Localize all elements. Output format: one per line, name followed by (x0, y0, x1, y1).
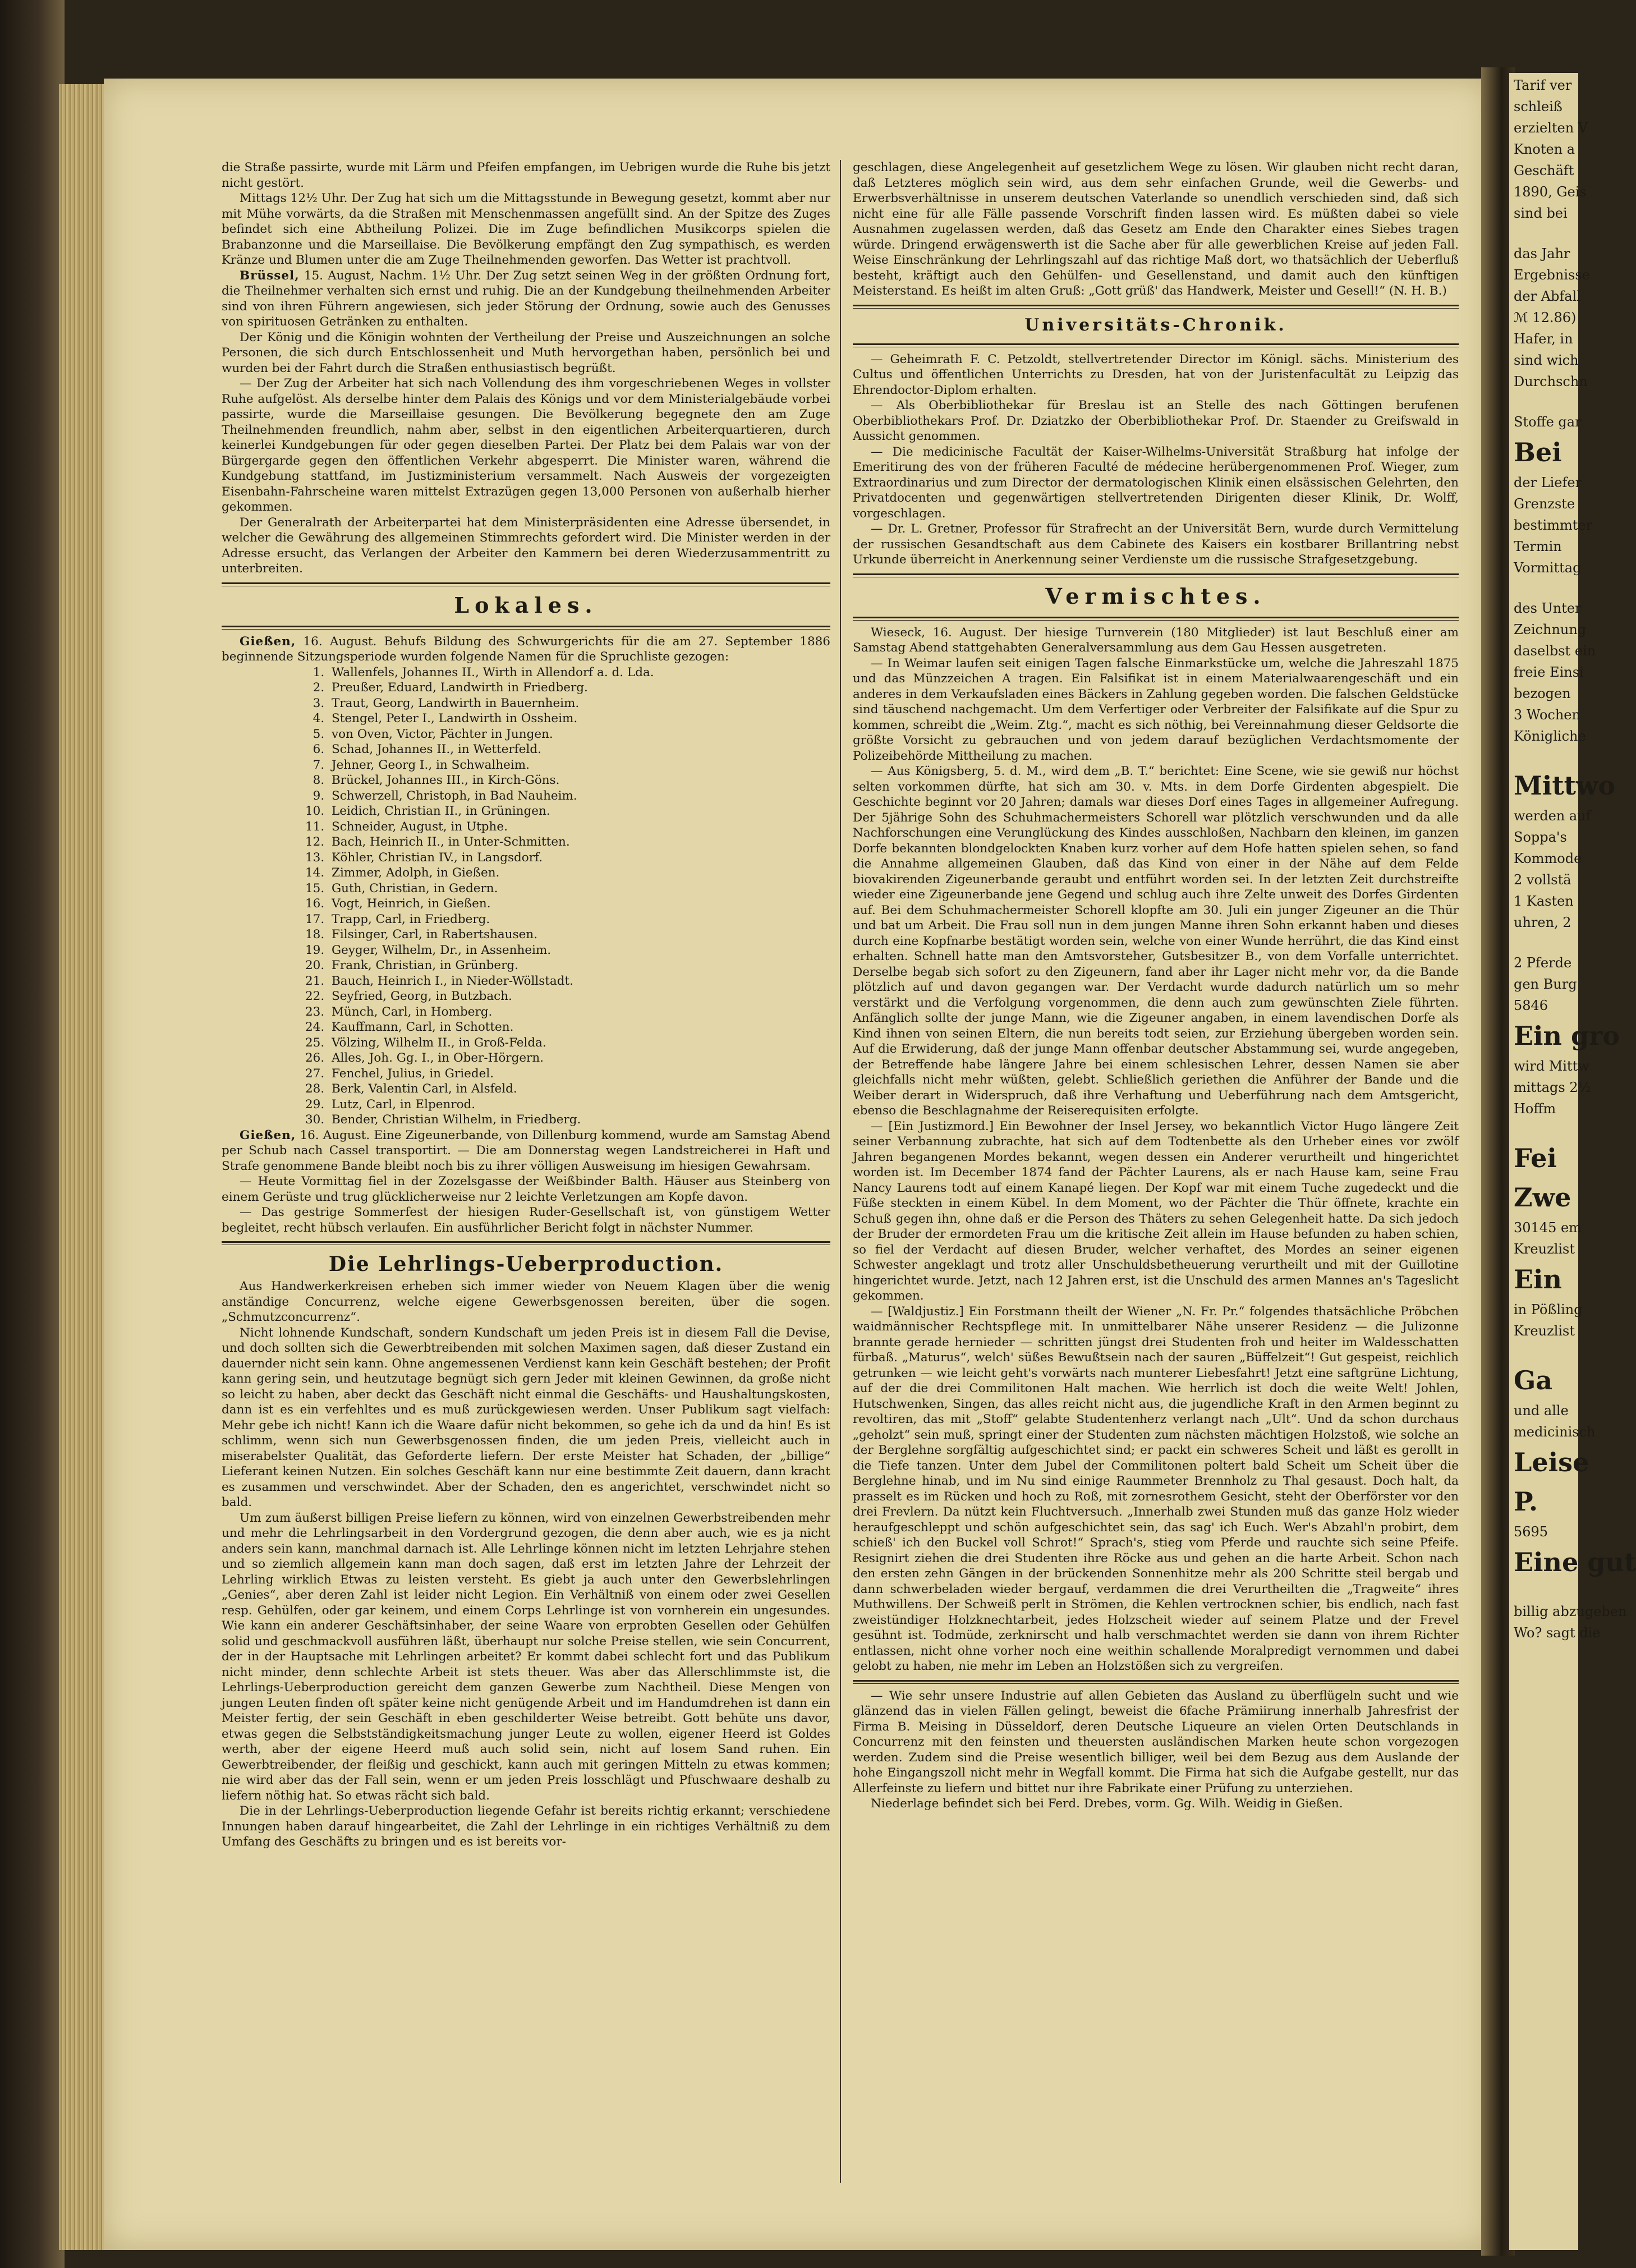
fragment-line: 5846 (1514, 998, 1548, 1013)
dateline-text: 16. August. Behufs Bildung des Schwurgerichts für die am 27. September 1886 beginnende Sitzungsperiode wurden folgende Namen für die Spruchliste gezogen: (222, 634, 830, 664)
paragraph: Um zum äußerst billigen Preise liefern zu können, wird von einzelnen Gewerbstreibenden mehr und mehr die Lehrlingsarbeit in den Vordergrund gezogen, die denn aber auch, wie es ja nicht anders sein kann, manchmal darnach ist. Alle Lehrlinge können nicht im letzten Lehrjahre stehen und so ziemlich allgemein kann man doch sagen, daß erst im letzten Jahre der Lehrzeit der Lehrling wirklich Etwas zu leisten versteht. Es giebt ja auch unter den Gewerbslehrlingen „Genies“, aber deren Zahl ist leider nicht Legion. Ein Verhältniß von einem oder zwei Gesellen resp. Gehülfen, oder gar keinem, und einem Corps Lehrlinge ist von vornherein ein ungesundes. Wie kann ein anderer Geschäftsinhaber, der seine Waare von erprobten Gesellen oder Gehülfen solid und geschmackvoll ausführen läßt, überhaupt nur solche Preise stellen, wie sein Concurrent, der in der Hauptsache mit Lehrlingen arbeitet? Er kommt dabei schlecht fort und das Publikum nicht minder, denn schlechte Arbeit ist stets theuer. Was aber das Allerschlimmste ist, die Lehrlings-Ueberproduction gereicht dem ganzen Gewerbe zum Nachtheil. Diese Mengen von jungen Leuten finden oft später keine nicht genügende Arbeit und im Handumdrehen ist dann ein Meister fertig, der sein Geschäft in eben geschilderter Weise betreibt. Gott behüte uns davor, etwas gegen die Selbstständigkeitsmachung junger Leute zu wollen, eigener Heerd ist Goldes werth, aber der eigene Heerd muß auch solid sein, nicht auf losem Sand ruhen. Ein Gewerbtreibender, der fleißig und geschickt, kann auch mit geringen Mitteln zu etwas kommen; nie wird aber das der Fall sein, wenn er um jeden Preis losschlägt und Pfuschwaare deshalb zu liefern nöthig hat. So etwas rächt sich bald. (222, 1511, 830, 1803)
fragment-line: werden auf (1514, 808, 1591, 824)
fragment-line: gen Burg (1514, 976, 1577, 992)
section-rule (853, 343, 1459, 347)
juror-item: 8. Brückel, Johannes III., in Kirch-Göns. (328, 773, 830, 788)
fragment-line: 1890, Geis (1514, 184, 1587, 200)
fragment-line: erzielten V (1514, 120, 1588, 136)
fragment-line: Ein gro (1514, 1021, 1620, 1051)
fragment-line: bezogen (1514, 686, 1571, 701)
fragment-line: Durchschn (1514, 374, 1588, 389)
juror-item: 4. Stengel, Peter I., Landwirth in Ossheim. (328, 711, 830, 727)
fragment-line: 5695 (1514, 1524, 1548, 1540)
paragraph: Niederlage befindet sich bei Ferd. Drebes, vorm. Gg. Wilh. Weidig in Gießen. (871, 1797, 1343, 1811)
fragment-line: Ein (1514, 1264, 1562, 1294)
juror-item: 24. Kauffmann, Carl, in Schotten. (328, 1020, 830, 1035)
fragment-line: in Pößling (1514, 1302, 1583, 1317)
fragment-line: des Unter (1514, 600, 1582, 616)
paragraph: Nicht lohnende Kundschaft, sondern Kundschaft um jeden Preis ist in diesem Fall die Devise, und doch sollten sich die Gewerbtreibenden mit solchen Maximen sagen, daß dieser Zustand ein dauernder nicht sein kann. Ohne angemessenen Verdienst kann kein Geschäft bestehen; der Profit kann gering sein, und heutzutage begnügt sich gern Jeder mit kleinen Gewinnen, da große nicht so leicht zu haben, aber deckt das Geschäft nicht einmal die Geschäfts- und Haushaltungskosten, dann ist es ein verfehltes und es muß zurückgewiesen werden. Unser Publikum sagt vielfach: Mehr gebe ich nicht! Kann ich die Waare dafür nicht bekommen, so gehe ich da und da hin! Es ist schlimm, wenn sich nun Gewerbsgenossen finden, die um jeden Preis, vielleicht auch in miserabelster Qualität, das Geforderte liefern. Der erste Meister hat Schaden, der „billige“ Lieferant keinen Nutzen. Ein solches Geschäft kann nur eine bestimmte Zeit dauern, dann kracht es zusammen und verschwindet. Aber der Schaden, den es angerichtet, verschwindet nicht so bald. (222, 1325, 830, 1509)
fragment-line: der Liefer (1514, 475, 1582, 490)
dateline-paragraph (222, 268, 830, 330)
dateline-place: Gießen, (240, 1128, 296, 1142)
section-rule (222, 1241, 830, 1245)
juror-item: 2. Preußer, Eduard, Landwirth in Friedberg. (328, 680, 830, 696)
fragment-line: 3 Wochen (1514, 707, 1580, 723)
fragment-line: Kommode (1514, 851, 1582, 866)
fragment-line: Eine gut (1514, 1547, 1636, 1577)
paragraph: Mittags 12½ Uhr. Der Zug hat sich um die Mittagsstunde in Bewegung gesetzt, kommt aber nur mit Mühe vorwärts, da die Straßen mit Menschenmassen angefüllt sind. An der Spitze des Zuges befindet sich eine Abtheilung Polizei. Die im Zuge befindlichen Musikcorps spielen die Brabanzonne und die Marseillaise. Die Bevölkerung empfängt den Zug sympathisch, es werden Kränze und Blumen unter die am Zuge Theilnehmenden geworfen. Das Wetter ist prachtvoll. (222, 191, 830, 267)
fragment-line: 2 Pferde (1514, 955, 1572, 971)
fragment-line: uhren, 2 (1514, 915, 1571, 930)
fragment-line: Soppa's (1514, 829, 1567, 845)
juror-list (222, 665, 830, 1128)
paragraph: — Aus Königsberg, 5. d. M., wird dem „B. T.“ berichtet: Eine Scene, wie sie gewiß nur höchst selten vorkommen dürfte, hat sich am 30. v. Mts. in dem Dorfe Girdenten abgespielt. Die Geschichte beginnt vor 20 Jahren; damals war dieses Dorf eines Tages in allgemeiner Aufregung. Der 5jährige Sohn des Schuhmachermeisters Schorell war plötzlich verschwunden und da alle Nachforschungen eine Verunglückung des Kindes ausschloßen, Nachbarn den kleinen, im ganzen Dorfe bekannten blondgelockten Knaben kurz vorher auf dem Hofe hatten spielen sehen, so fand die Annahme allgemeinen Glauben, daß das Kind von einer in der Nähe auf dem Felde biovakirenden Zigeunerbande geraubt und entführt worden sei. In der letzten Zeit durchstreifte wieder eine Zigeunerbande jene Gegend und schlug auch ihre Zelte unweit des Dorfes Girdenten auf. Bei dem Schuhmachermeister Schorell klopfte am 30. Juli ein junger Zigeuner an die Thür und bat um Arbeit. Die Frau soll nun in dem jungen Manne ihren Sohn erkannt haben und dieses durch eine Kopfnarbe bestätigt worden sein, welche von einer Wunde herrührt, die das Kind einst erhalten. Schnell hatte man den Amtsvorsteher, Gutsbesitzer B., von dem Vorfalle unterrichtet. Derselbe begab sich sofort zu den Zigeunern, fand aber ihr Lager nicht mehr vor, da die Bande plötzlich auf und davon gegangen war. Der Verdacht wurde dadurch natürlich um so mehr verstärkt und die Verfolgung vorgenommen, die denn auch zum gewünschten Ziele führten. Anfänglich sollte der junge Mann, wie die Zigeuner angaben, in einem lavendischen Dorfe als Kind ihnen von seinen Eltern, die nun bereits todt seien, zur Erziehung übergeben worden sein. Auf die Erwiderung, daß der junge Mann offenbar deutscher Abstammung sei, wurde angegeben, der Betreffende habe längere Jahre bei einem schlesischen Lehrer, dessen Namen sie aber gleichfalls nicht mehr wüßten, gelebt. Schließlich geriethen die Anführer der Bande und die Weiber derart in Widerspruch, daß ihre Verhaftung und Ueberführung nach dem Amtsgericht, ebenso die Beschlagnahme der Reiserequisiten erfolgte. (853, 764, 1459, 1118)
paragraph: — Die medicinische Facultät der Kaiser-Wilhelms-Universität Straßburg hat infolge der Emeritirung des von der früheren Faculté de médecine herübergenommenen Prof. Wieger, zum Extraordinarius und zum Director der dermatologischen Klinik einen elsässischen Gelehrten, den Privatdocenten und gegenwärtigen stellvertretenden Dirigenten dieser Klinik, Dr. Wolff, vorgeschlagen. (853, 444, 1459, 521)
dateline-place: Gießen, (240, 634, 296, 649)
fragment-line: Leise (1514, 1447, 1589, 1477)
fragment-line: Königliche (1514, 728, 1586, 744)
fragment-line: Vormittag (1514, 560, 1582, 576)
juror-item: 28. Berk, Valentin Carl, in Alsfeld. (328, 1081, 830, 1097)
juror-item: 1. Wallenfels, Johannes II., Wirth in Allendorf a. d. Lda. (328, 665, 830, 681)
fragment-line: Bei (1514, 437, 1562, 467)
juror-item: 20. Frank, Christian, in Grünberg. (328, 958, 830, 974)
fragment-line: medicinisch (1514, 1424, 1596, 1440)
fragment-line: und alle (1514, 1403, 1569, 1418)
adjacent-page-text (1509, 76, 1636, 1642)
paragraph: Die in der Lehrlings-Ueberproduction liegende Gefahr ist bereits richtig erkannt; verschiedene Innungen haben darauf hingearbeitet, die Zahl der Lehrlinge in ein richtiges Verhältniß zu dem Umfang des Geschäfts zu bringen und es ist bereits vor- (222, 1804, 830, 1849)
section-title-universitaets-chronik: Universitäts-Chronik. (1024, 315, 1287, 335)
juror-item: 19. Geyger, Wilhelm, Dr., in Assenheim. (328, 943, 830, 958)
paragraph: — Heute Vormittag fiel in der Zozelsgasse der Weißbinder Balth. Häuser aus Steinberg von einem Gerüste und trug glücklicherweise nur 2 leichte Verletzungen am Kopfe davon. (222, 1174, 830, 1204)
dateline-text: 15. August, Nachm. 1½ Uhr. Der Zug setzt seinen Weg in der größten Ordnung fort, die Theilnehmer verhalten sich ernst und ruhig. Die an der Kundgebung theilnehmenden Arbeiter sind von ihren Führern angewiesen, sich jeder Störung der Ordnung, sowie auch des Genusses von spirituosen Getränken zu enthalten. (222, 268, 830, 329)
juror-item: 30. Bender, Christian Wilhelm, in Friedberg. (328, 1112, 830, 1128)
paragraph: — [Ein Justizmord.] Ein Bewohner der Insel Jersey, wo bekanntlich Victor Hugo längere Zeit seiner Verbannung zubrachte, hat sich auf dem Todtenbette als den Urheber eines vor zwölf Jahren begangenen Mordes bekannt, wegen dessen ein Anderer verurtheilt und hingerichtet worden ist. Im December 1874 fand der Pächter Laurens, als er nach Hause kam, seine Frau Nancy Laurens todt auf einem Kanapé liegen. Der Kopf war mit einem Tuche zugedeckt und die Füße steckten in einem Kübel. In dem Moment, wo der Pächter die Thür öffnete, krachte ein Schuß gegen ihn, ohne daß er die Person des Thäters zu sehen Gelegenheit hatte. Da sich jedoch der Bruder der ermordeten Frau um die kritische Zeit allein im Hause befunden zu haben schien, so fiel der Verdacht auf diesen Bruder, welcher verhaftet, des Mordes an seiner eigenen Schwester angeklagt und trotz aller Unschuldsbetheuerung verurtheilt und mit der Guillotine hingerichtet wurde. Jetzt, nach 12 Jahren erst, ist die Unschuld des armen Mannes an's Tageslicht gekommen. (853, 1119, 1459, 1303)
column-divider (840, 160, 841, 2183)
section-title-vermischtes: Vermischtes. (1045, 583, 1266, 609)
fragment-line: Grenzste (1514, 496, 1575, 512)
section-rule (853, 1680, 1459, 1684)
fragment-line: freie Einsi (1514, 664, 1584, 680)
paragraph: — Als Oberbibliothekar für Breslau ist an Stelle des nach Göttingen berufenen Oberbibliothekars Prof. Dr. Dziatzko der Oberbibliothekar Prof. Dr. Staender zu Greifswald in Aussicht genommen. (853, 398, 1459, 443)
fragment-line: wird Mittw (1514, 1058, 1589, 1074)
paragraph: — Wie sehr unsere Industrie auf allen Gebieten das Ausland zu überflügeln sucht und wie glänzend das in vielen Fällen gelingt, beweist die 6fache Prämiirung innerhalb Jahresfrist der Firma B. Meising in Düsseldorf, deren Deutsche Liqueure an vielen Orten Deutschlands in Concurrenz mit den feinsten und theuersten ausländischen Marken heute schon vorgezogen werden. Zudem sind die Preise wesentlich billiger, weil bei dem Bezug aus dem Auslande der hohe Eingangszoll nicht mehr in Wegfall kommt. Die Firma hat sich die Aufgabe gestellt, nur das Allerfeinste zu liefern und bittet nur ihre Fabrikate einer Prüfung zu unterziehen. (853, 1688, 1459, 1796)
juror-item: 27. Fenchel, Julius, in Griedel. (328, 1066, 830, 1082)
paragraph: — Der Zug der Arbeiter hat sich nach Vollendung des ihm vorgeschriebenen Weges in vollster Ruhe aufgelöst. Als derselbe hinter dem Palais des Königs und vor dem Ministerialgebäude vorbei passirte, wurde die Marseillaise gesungen. Die Bevölkerung begegnete den am Zuge Theilnehmenden freundlich, nahm aber, selbst in den eigentlichen Arbeiterquartieren, durch keinerlei Kundgebungen für oder gegen dieselben Partei. Der Platz bei dem Palais war von der Bürgergarde gegen den öffentlichen Verkehr abgesperrt. Die Minister waren, während die Kundgebung stattfand, im Justizministerium versammelt. Nach Ausweis der vorgezeigten Eisenbahn-Fahrscheine waren mittelst Extrazügen gegen 13,000 Personen von außerhalb hierher gekommen. (222, 377, 830, 514)
juror-item: 21. Bauch, Heinrich I., in Nieder-Wöllstadt. (328, 974, 830, 989)
fragment-line: Wo? sagt die (1514, 1625, 1601, 1641)
juror-item: 16. Vogt, Heinrich, in Gießen. (328, 896, 830, 912)
fragment-line: Zwe (1514, 1182, 1571, 1213)
juror-item: 23. Münch, Carl, in Homberg. (328, 1004, 830, 1020)
fragment-line: ℳ 12.86) (1514, 310, 1577, 325)
juror-item: 6. Schad, Johannes II., in Wetterfeld. (328, 742, 830, 757)
juror-item: 13. Köhler, Christian IV., in Langsdorf. (328, 850, 830, 866)
fragment-line: Geschäft (1514, 163, 1574, 178)
fragment-line: der Abfall (1514, 288, 1581, 304)
paragraph: die Straße passirte, wurde mit Lärm und Pfeifen empfangen, im Uebrigen wurde die Ruhe bis jetzt nicht gestört. (222, 160, 830, 190)
scan-dark-edge (0, 0, 65, 2268)
dateline-text: 16. August. Eine Zigeunerbande, von Dillenburg kommend, wurde am Samstag Abend per Schub nach Cassel transportirt. — Die am Donnerstag wegen Landstreicherei in Haft und Strafe genommene Bande bleibt noch bis zu ihrer völligen Ausweisung im hiesigen Gewahrsam. (222, 1128, 830, 1173)
fragment-line: billig abzugeben (1514, 1604, 1627, 1619)
fragment-line: 30145 em (1514, 1220, 1582, 1236)
juror-item: 25. Völzing, Wilhelm II., in Groß-Felda. (328, 1035, 830, 1051)
fragment-line: Hafer, in (1514, 331, 1573, 347)
fragment-line: daselbst ein (1514, 643, 1596, 659)
fragment-line: 1 Kasten (1514, 893, 1574, 909)
paragraph: Aus Handwerkerkreisen erheben sich immer wieder von Neuem Klagen über die wenig anständige Concurrenz, welche eigene Gewerbsgenossen bereiten, über die sogen. „Schmutzconcurrenz“. (222, 1279, 830, 1324)
juror-item: 29. Lutz, Carl, in Elpenrod. (328, 1097, 830, 1113)
juror-item: 3. Traut, Georg, Landwirth in Bauernheim. (328, 696, 830, 711)
fragment-line: sind bei (1514, 205, 1568, 221)
fragment-line: Ergebnisse (1514, 267, 1590, 283)
paragraph: Der Generalrath der Arbeiterpartei hat dem Ministerpräsidenten eine Adresse übersendet, in welcher die Gewährung des allgemeinen Stimmrechts gefordert wird. Die Minister werden in der Adresse ersucht, das Verlangen der Arbeiter den Kammern bei deren Wiederzusammentritt zu unterbreiten. (222, 515, 830, 576)
fragment-line: schleiß (1514, 99, 1563, 114)
fragment-line: 2 vollstä (1514, 872, 1571, 888)
juror-item: 5. von Oven, Victor, Pächter in Jungen. (328, 727, 830, 742)
adjacent-page-fragment (1509, 73, 1636, 2250)
section-rule (853, 617, 1459, 621)
fragment-line: Hoffm (1514, 1101, 1556, 1117)
paragraph: geschlagen, diese Angelegenheit auf gesetzlichem Wege zu lösen. Wir glauben nicht recht daran, daß Letzteres möglich sein wird, aus dem sehr einfachen Grunde, weil die Gewerbs- und Erwerbsverhältnisse in unserem deutschen Vaterlande so unendlich verschieden sind, daß sich nicht eine für alle Fälle passende Vorschrift finden lassen wird. Es müßten dabei so viele Ausnahmen zugelassen werden, daß das Gesetz am Ende den Charakter eines Siebes tragen würde. Dringend erwägenswerth ist die Sache aber für alle gewerblichen Kreise auf jeden Fall. Weise Einschränkung der Lehrlingszahl auf das richtige Maß dort, wo thatsächlich der Ueberfluß besteht, kräftigt auch den Gehülfen- und Gesellenstand, und damit auch den künftigen Meisterstand. Es heißt im alten Gruß: „Gott grüß' das Handwerk, Meister und Gesell!“ (N. H. B.) (853, 160, 1459, 298)
dateline-place: Brüssel, (240, 268, 300, 283)
paragraph: — Dr. L. Gretner, Professor für Strafrecht an der Universität Bern, wurde durch Vermittelung der russischen Gesandtschaft aus dem Cabinete des Kaisers ein kostbarer Brillantring nebst Urkunde überreicht in Anerkennung seiner Verdienste um die russische Strafgesetzgebung. (853, 522, 1459, 567)
fragment-line: mittags 2½ (1514, 1080, 1591, 1095)
left-column (222, 160, 830, 1850)
paragraph: — [Waldjustiz.] Ein Forstmann theilt der Wiener „N. Fr. Pr.“ folgendes thatsächliche Pröbchen waidmännischer Rechtspflege mit. In unmittelbarer Nähe unserer Residenz — die Julizonne brannte gerade hernieder — schritten jüngst drei Studenten froh und heiter im Waldesschatten fürbaß. „Maturus“, welch' süßes Bewußtsein nach der sauren „Büffelzeit“! Gut gespeist, reichlich getrunken — wie leicht geht's vorwärts nach munterer Liebesfahrt! Jetzt eine saftgrüne Lichtung, auf der die drei Commilitonen Halt machen. Wie herrlich ist doch die weite Welt! Johlen, Hutschwenken, Singen, das alles reicht nicht aus, die jugendliche Kraft in den Armen beginnt zu revoltiren, das mit „Stoff“ gelabte Studentenherz verlangt nach „Ult“. Und da schon durchaus „geholzt“ sein muß, springt einer der Studenten zum nächsten mächtigen Holzstoß, wie solche an der Berglehne sorgfältig aufgeschichtet sind; er packt ein schweres Scheit und läßt es gerollt in die Tiefe tanzen. Unter dem Jubel der Commilitonen poltert bald Scheit um Scheit über die Berglehne hinab, und im Nu sind einige Raummeter Brennholz zu Thal gesaust. Doch halt, da prasselt es im Rücken und hoch zu Roß, mit zornesrothem Gesicht, steht der Oberförster vor den drei Frevlern. Da nützt kein Fluchtversuch. „Innerhalb zwei Stunden muß das ganze Holz wieder heraufgeschleppt und schön aufgeschichtet sein, das sag' ich Euch. Wer's Abzahl'n probirt, dem schieß' ich den Buckel voll Schrot!“ Sprach's, stieg vom Pferde und rauchte sich seine Pfeife. Resignirt ziehen die drei Studenten ihre Röcke aus und gehen an die harte Arbeit. Schon nach den ersten zehn Gängen in der brückenden Sonnenhitze mehr als 200 Schritte steil bergab und dann schwerbeladen wieder bergauf, verdammen die drei Verurtheilten die „Tragweite“ ihres Muthwillens. Der Schweiß perlt in Strömen, die Kehlen vertrocknen schier, bis endlich, nach fast zweistündiger Holzknechtarbeit, jedes Holzscheit wieder auf seinem Platze und der Frevel gesühnt ist. Todmüde, zerknirscht und halb verschmachtet werden sie dann von ihrem Richter entlassen, nicht ohne vorher noch eine weithin schallende Moralpredigt vernommen und dabei gelobt zu haben, nie mehr im Leben an Holzstößen sich zu vergreifen. (853, 1304, 1459, 1673)
juror-item: 14. Zimmer, Adolph, in Gießen. (328, 865, 830, 881)
fragment-line: Termin (1514, 539, 1562, 554)
book-page-edges (59, 84, 109, 2250)
fragment-line: Mittwo (1514, 770, 1616, 801)
juror-item: 15. Guth, Christian, in Gedern. (328, 881, 830, 897)
juror-item: 22. Seyfried, Georg, in Butzbach. (328, 989, 830, 1004)
fragment-line: sind wich (1514, 352, 1579, 368)
juror-item: 26. Alles, Joh. Gg. I., in Ober-Hörgern. (328, 1050, 830, 1066)
dateline-paragraph (222, 634, 830, 665)
fragment-line: Tarif ver (1514, 77, 1572, 93)
fragment-line: bestimmter (1514, 517, 1593, 533)
section-rule (222, 582, 830, 586)
fragment-line: Fei (1514, 1143, 1557, 1173)
fragment-line: Kreuzlist (1514, 1323, 1575, 1339)
right-column (853, 160, 1459, 1812)
fragment-line: Stoffe gar (1514, 414, 1582, 430)
paragraph: — Das gestrige Sommerfest der hiesigen Ruder-Gesellschaft ist, von günstigem Wetter begleitet, recht hübsch verlaufen. Ein ausführlicher Bericht folgt in nächster Nummer. (222, 1205, 830, 1235)
juror-item: 17. Trapp, Carl, in Friedberg. (328, 912, 830, 928)
fragment-line: Kreuzlist (1514, 1241, 1575, 1257)
juror-item: 7. Jehner, Georg I., in Schwalheim. (328, 757, 830, 773)
juror-item: 10. Leidich, Christian II., in Grüningen. (328, 804, 830, 819)
fragment-line: Ga (1514, 1365, 1553, 1395)
juror-item: 12. Bach, Heinrich II., in Unter-Schmitten. (328, 834, 830, 850)
juror-item: 11. Schneider, August, in Utphe. (328, 819, 830, 835)
section-rule (853, 573, 1459, 577)
section-title-lokales: Lokales. (454, 592, 598, 618)
fragment-line: P. (1514, 1486, 1538, 1517)
section-rule (222, 626, 830, 630)
fragment-line: das Jahr (1514, 246, 1570, 261)
paragraph: Der König und die Königin wohnten der Vertheilung der Preise und Auszeichnungen an solche Personen, die sich durch Entschlossenheit und Muth hervorgethan haben, persönlich bei und wurden bei der Fahrt durch die Straßen enthusiastisch begrüßt. (222, 330, 830, 375)
juror-item: 9. Schwerzell, Christoph, in Bad Nauheim. (328, 788, 830, 804)
fragment-line: Knoten a (1514, 141, 1575, 157)
paragraph: — Geheimrath F. C. Petzoldt, stellvertretender Director im Königl. sächs. Ministerium des Cultus und öffentlichen Unterrichts zu Dresden, hat von der Juristenfacultät zu Leipzig das Ehrendoctor-Diplom erhalten. (853, 352, 1459, 397)
section-rule (853, 305, 1459, 309)
paragraph: Wieseck, 16. August. Der hiesige Turnverein (180 Mitglieder) ist laut Beschluß einer am Samstag Abend stattgehabten Generalversammlung aus dem Gau Hessen ausgetreten. (853, 625, 1459, 655)
dateline-paragraph (222, 1128, 830, 1174)
paragraph: — In Weimar laufen seit einigen Tagen falsche Einmarkstücke um, welche die Jahreszahl 1875 und das Münzzeichen A tragen. Ein Falsifikat ist in einem Materialwaarengeschäft und ein anderes in dem Verkaufsladen eines Bäckers in Zahlung gegeben worden. Die falschen Geldstücke sind täuschend nachgemacht. Um dem Verfertiger oder Verbreiter der Falsifikate auf die Spur zu kommen, schreibt die „Weim. Ztg.“, macht es sich nöthig, bei Vereinnahmung dieser Geldsorte die größte Vorsicht zu gebrauchen und von jedem darauf bezüglichen Verdachtsmomente der Polizeibehörde Mittheilung zu machen. (853, 656, 1459, 763)
juror-item: 18. Filsinger, Carl, in Rabertshausen. (328, 927, 830, 943)
article-title-lehrlings: Die Lehrlings-Ueberproduction. (328, 1252, 724, 1276)
fragment-line: Zeichnung (1514, 622, 1587, 637)
